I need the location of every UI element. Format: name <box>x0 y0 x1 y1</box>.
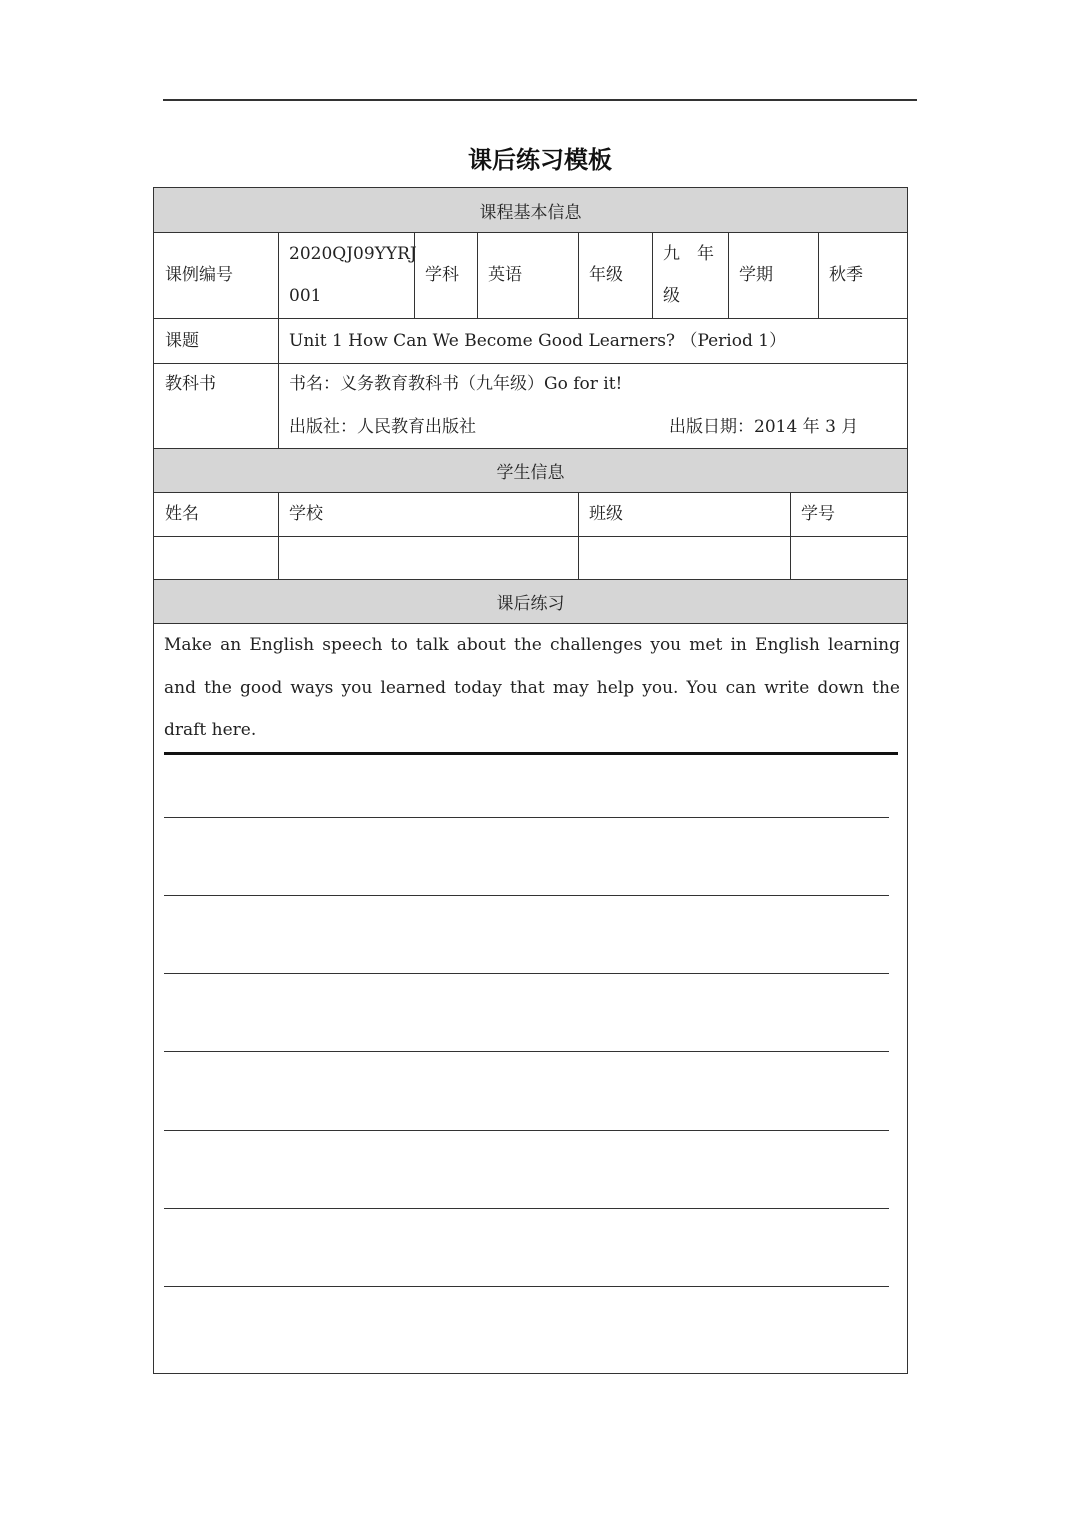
topic-value: Unit 1 How Can We Become Good Learners? （Period 1） <box>289 330 787 351</box>
grade-value-line2: 级 <box>663 286 680 306</box>
term-label: 学期 <box>739 265 773 285</box>
exercise-prompt: Make an English speech to talk about the challenges you met in English learning and the good ways you learned today that may help you. You can write down the draft here. <box>164 635 900 740</box>
writing-line[interactable] <box>164 895 889 896</box>
grade-value-line1: 九 年 <box>663 244 714 264</box>
topic-label: 课题 <box>165 330 199 351</box>
writing-line[interactable] <box>164 1286 889 1287</box>
case-id-label: 课例编号 <box>165 265 233 285</box>
name-label: 姓名 <box>165 504 199 524</box>
class-label: 班级 <box>589 504 623 524</box>
case-id-value-line2: 001 <box>289 286 322 306</box>
student-number-field[interactable] <box>790 536 907 579</box>
course-info-header: 课程基本信息 <box>154 188 907 232</box>
school-label: 学校 <box>289 504 323 524</box>
prompt-divider <box>164 752 898 755</box>
writing-line[interactable] <box>164 973 889 974</box>
exercise-header: 课后练习 <box>154 580 907 623</box>
writing-line[interactable] <box>164 1051 889 1052</box>
publisher: 出版社：人民教育出版社 <box>289 417 476 437</box>
publish-date: 出版日期：2014 年 3 月 <box>669 417 859 437</box>
book-name: 书名：义务教育教科书（九年级）Go for it! <box>289 374 623 394</box>
writing-line[interactable] <box>164 1208 889 1209</box>
term-value: 秋季 <box>829 265 863 285</box>
writing-line[interactable] <box>164 1130 889 1131</box>
exercise-template-table <box>153 187 908 1374</box>
name-field[interactable] <box>154 536 278 579</box>
student-info-header: 学生信息 <box>154 449 907 492</box>
grade-value <box>652 232 728 318</box>
grade-label: 年级 <box>589 265 623 285</box>
case-id-value-line1: 2020QJ09YYRJ <box>289 244 417 264</box>
textbook-label: 教科书 <box>165 374 216 394</box>
subject-label: 学科 <box>425 265 459 285</box>
page-title: 课后练习模板 <box>468 146 612 174</box>
writing-line[interactable] <box>164 817 889 818</box>
student-number-label: 学号 <box>801 504 835 524</box>
class-field[interactable] <box>578 536 790 579</box>
header-rule <box>163 99 917 101</box>
school-field[interactable] <box>278 536 578 579</box>
case-id-value <box>278 232 417 318</box>
subject-value: 英语 <box>488 265 522 285</box>
